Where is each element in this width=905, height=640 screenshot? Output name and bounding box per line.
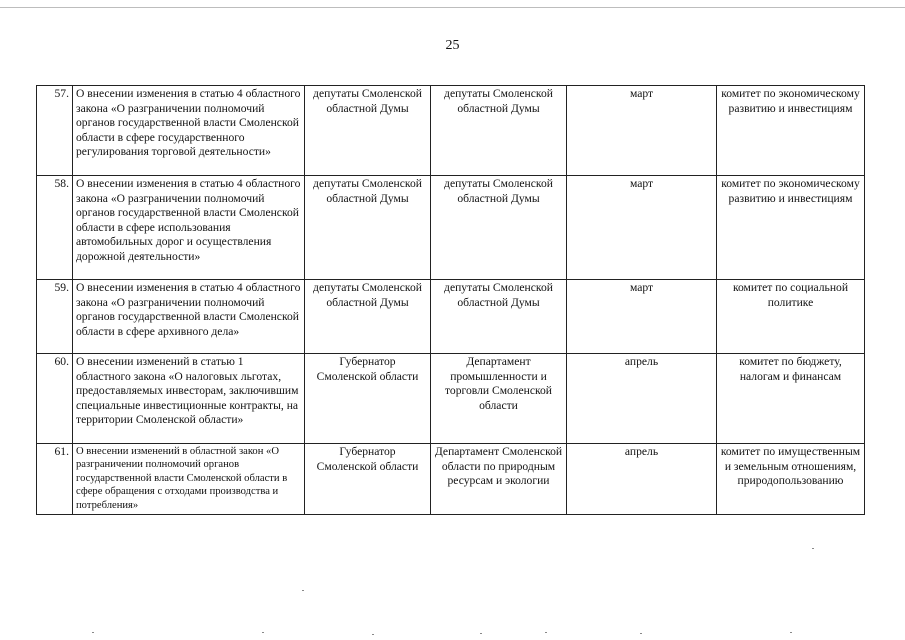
submission-month: апрель [567,444,717,515]
submission-month: апрель [567,354,717,444]
scan-speck [545,632,547,633]
bill-title: О внесении изменения в статью 4 областного закона «О разграничении полномочий органов государственной власти Смоленской области в сфере архивного дела» [73,280,305,354]
row-number: 60. [37,354,73,444]
developer: депутаты Смоленской областной Думы [431,86,567,176]
scan-edge-line [0,7,905,8]
initiator: депутаты Смоленской областной Думы [305,280,431,354]
scan-speck [812,548,814,549]
scan-speck [640,633,642,634]
scan-speck [92,632,94,633]
scan-speck [302,590,304,591]
scan-speck [372,634,374,635]
legislative-plan-table [36,85,865,515]
row-number: 57. [37,86,73,176]
initiator: Губернатор Смоленской области [305,444,431,515]
responsible-committee: комитет по бюджету, налогам и финансам [717,354,865,444]
responsible-committee: комитет по социальной политике [717,280,865,354]
bill-title: О внесении изменения в статью 4 областного закона «О разграничении полномочий органов государственной власти Смоленской области в сфере государственного регулирования торговой деятельности» [73,86,305,176]
developer: Департамент промышленности и торговли Смоленской области [431,354,567,444]
developer: Департамент Смоленской области по природным ресурсам и экологии [431,444,567,515]
initiator: депутаты Смоленской областной Думы [305,176,431,280]
scan-speck [480,633,482,634]
table-row [37,86,865,176]
row-number: 59. [37,280,73,354]
initiator: депутаты Смоленской областной Думы [305,86,431,176]
responsible-committee: комитет по экономическому развитию и инвестициям [717,176,865,280]
row-number: 61. [37,444,73,515]
table-row [37,280,865,354]
bill-title: О внесении изменений в статью 1 областного закона «О налоговых льготах, предоставляемых инвесторам, заключившим специальные инвестиционные контракты, на территории Смоленской области» [73,354,305,444]
developer: депутаты Смоленской областной Думы [431,280,567,354]
table-row [37,444,865,515]
table-row [37,354,865,444]
page-number: 25 [445,38,460,53]
developer: депутаты Смоленской областной Думы [431,176,567,280]
submission-month: март [567,176,717,280]
table-row [37,176,865,280]
submission-month: март [567,280,717,354]
scan-speck [262,632,264,633]
scan-speck [790,632,792,633]
row-number: 58. [37,176,73,280]
bill-title: О внесении изменений в областной закон «О разграничении полномочий органов государственной власти Смоленской области в сфере обращения с отходами производства и потребления» [73,444,305,515]
responsible-committee: комитет по экономическому развитию и инвестициям [717,86,865,176]
initiator: Губернатор Смоленской области [305,354,431,444]
submission-month: март [567,86,717,176]
bill-title: О внесении изменения в статью 4 областного закона «О разграничении полномочий органов государственной власти Смоленской области в сфере использования автомобильных дорог и осуществления дорожной деятельности» [73,176,305,280]
responsible-committee: комитет по имущественным и земельным отношениям, природопользованию [717,444,865,515]
